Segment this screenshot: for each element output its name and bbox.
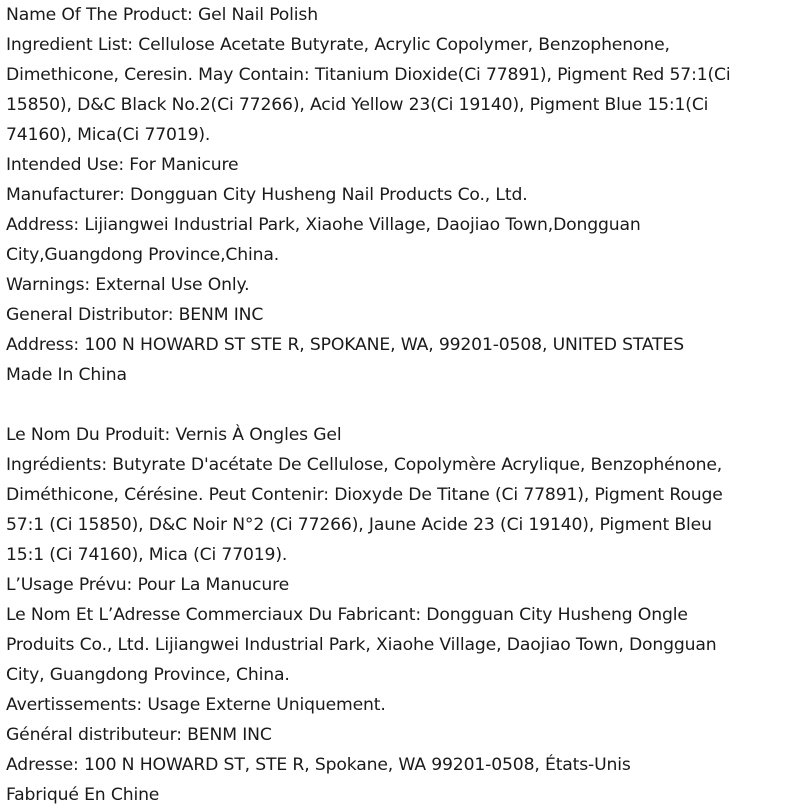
intended-use-line: L’Usage Prévu: Pour La Manucure bbox=[6, 575, 290, 595]
french-section bbox=[6, 420, 798, 810]
warnings-line: Warnings: External Use Only. bbox=[6, 275, 250, 295]
ingredient-list-line: 57:1 (Ci 15850), D&C Noir N°2 (Ci 77266), Jaune Acide 23 (Ci 19140), Pigment Bleu bbox=[6, 515, 712, 535]
distributor-line: Général distributeur: BENM INC bbox=[6, 725, 272, 745]
section-divider bbox=[6, 390, 798, 420]
manufacturer-line: Le Nom Et L’Adresse Commerciaux Du Fabricant: Dongguan City Husheng Ongle bbox=[6, 605, 688, 625]
manufacturer-address-line: City,Guangdong Province,China. bbox=[6, 245, 280, 265]
origin-line: Fabriqué En Chine bbox=[6, 785, 160, 805]
english-section bbox=[6, 0, 798, 390]
warnings-line: Avertissements: Usage Externe Uniquement. bbox=[6, 695, 386, 715]
distributor-address-line: Address: 100 N HOWARD ST STE R, SPOKANE, WA, 99201-0508, UNITED STATES bbox=[6, 335, 684, 355]
manufacturer-address-line: Produits Co., Ltd. Lijiangwei Industrial Park, Xiaohe Village, Daojiao Town, Dongguan bbox=[6, 635, 717, 655]
product-name-line: Le Nom Du Produit: Vernis À Ongles Gel bbox=[6, 425, 342, 445]
ingredient-list-line: 15:1 (Ci 74160), Mica (Ci 77019). bbox=[6, 545, 288, 565]
distributor-address-line: Adresse: 100 N HOWARD ST, STE R, Spokane, WA 99201-0508, États-Unis bbox=[6, 755, 631, 775]
manufacturer-address-line: Address: Lijiangwei Industrial Park, Xiaohe Village, Daojiao Town,Dongguan bbox=[6, 215, 641, 235]
ingredient-list-line: Ingredient List: Cellulose Acetate Butyrate, Acrylic Copolymer, Benzophenone, bbox=[6, 35, 670, 55]
product-name-line: Name Of The Product: Gel Nail Polish bbox=[6, 5, 318, 25]
distributor-line: General Distributor: BENM INC bbox=[6, 305, 264, 325]
ingredient-list-line: Diméthicone, Cérésine. Peut Contenir: Dioxyde De Titane (Ci 77891), Pigment Rouge bbox=[6, 485, 723, 505]
ingredient-list-line: Ingrédients: Butyrate D'acétate De Cellulose, Copolymère Acrylique, Benzophénone, bbox=[6, 455, 723, 475]
ingredient-list-line: Dimethicone, Ceresin. May Contain: Titanium Dioxide(Ci 77891), Pigment Red 57:1(Ci bbox=[6, 65, 731, 85]
manufacturer-address-line: City, Guangdong Province, China. bbox=[6, 665, 290, 685]
manufacturer-line: Manufacturer: Dongguan City Husheng Nail Products Co., Ltd. bbox=[6, 185, 528, 205]
intended-use-line: Intended Use: For Manicure bbox=[6, 155, 239, 175]
ingredient-list-line: 74160), Mica(Ci 77019). bbox=[6, 125, 211, 145]
ingredient-list-line: 15850), D&C Black No.2(Ci 77266), Acid Yellow 23(Ci 19140), Pigment Blue 15:1(Ci bbox=[6, 95, 709, 115]
product-label-document bbox=[6, 0, 798, 810]
origin-line: Made In China bbox=[6, 365, 127, 385]
